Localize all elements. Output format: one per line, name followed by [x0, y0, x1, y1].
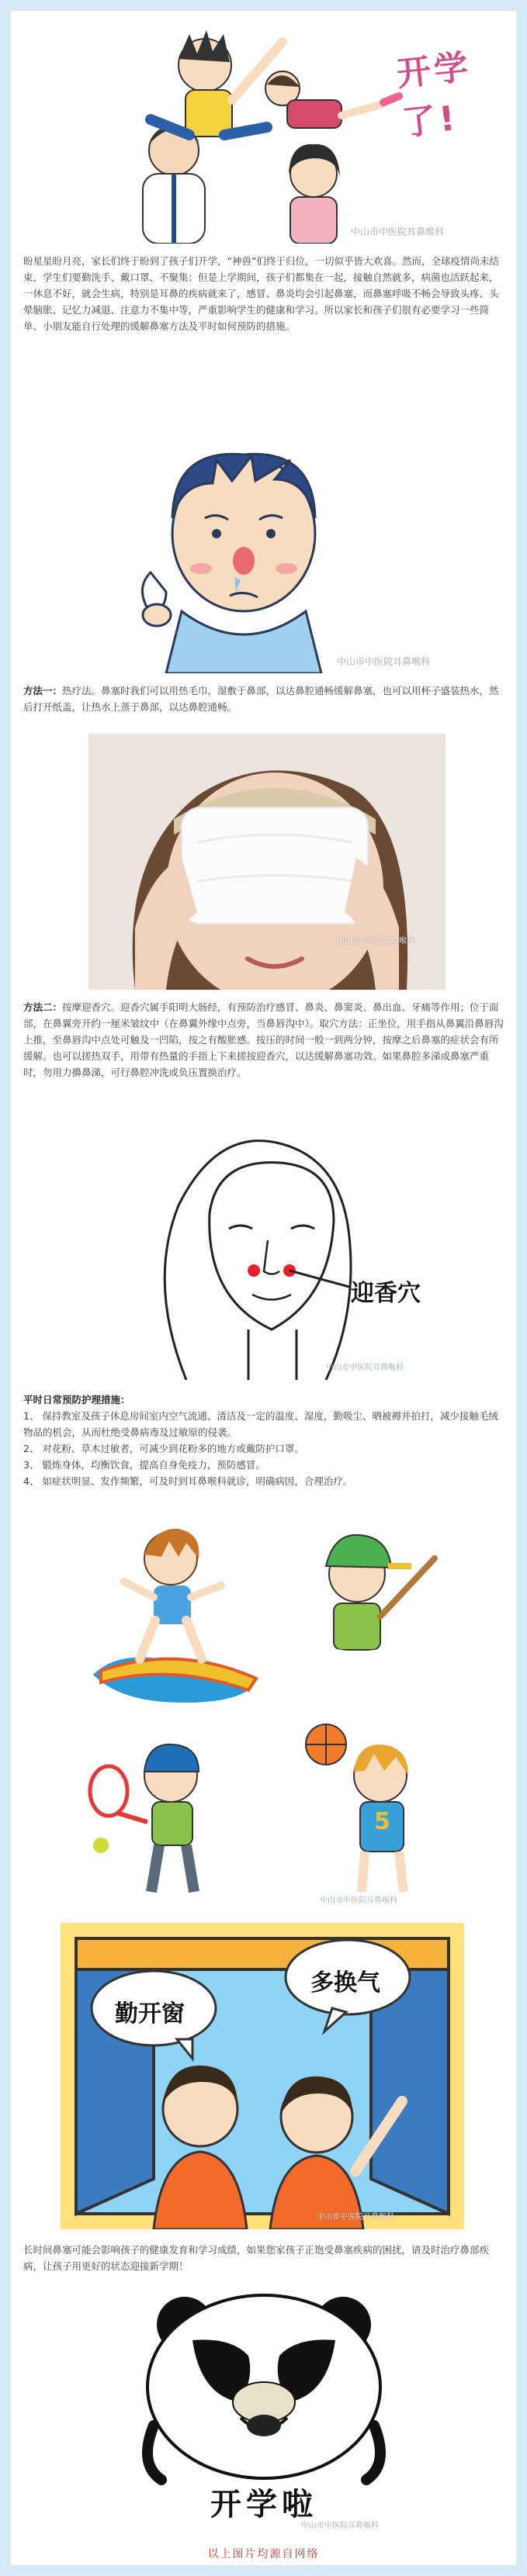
prevention-item: 1、 保持教室及孩子休息房间室内空气流通、清洁及一定的温度、湿度，勤吸尘、晒被褥并拍打，减少接触毛绒物品的机会，从而杜绝受鼻病毒及过敏原的侵袭。	[23, 1410, 498, 1438]
panda-meme	[76, 2286, 452, 2534]
method1-text: 热疗法。鼻塞时我们可以用热毛巾，湿敷于鼻部，以达鼻腔通畅缓解鼻塞，也可以用杯子盛装热水，然后打开纸盖，让热水上蒸于鼻部，以达鼻腔通畅。	[23, 685, 499, 713]
watermark: 中山市中医院耳鼻喉科	[301, 2522, 379, 2530]
acupoint-illustration	[93, 1128, 435, 1380]
method1-paragraph	[23, 683, 504, 715]
jersey-number: 5	[374, 1808, 390, 1835]
method2-paragraph	[23, 999, 504, 1081]
back-to-school-illustration	[57, 11, 481, 244]
method1-label: 方法一：	[23, 685, 63, 697]
prevention-section	[23, 1392, 504, 1489]
watermark: 中山市中医院耳鼻喉科	[337, 656, 431, 667]
prevention-item: 4、 如症状明显、发作频繁，可及时到耳鼻喉科就诊，明确病因，合理治疗。	[23, 1475, 353, 1487]
kaixue-title: 开学了!	[394, 47, 473, 144]
acupoint-label: 迎香穴	[351, 1280, 421, 1307]
article-page	[11, 11, 516, 2565]
bubble-right-text: 多换气	[310, 1969, 380, 1997]
window-illustration	[61, 1923, 464, 2229]
prevention-heading: 平时日常预防护理措施：	[23, 1394, 130, 1406]
watermark: 中山市中医院耳鼻喉科	[317, 2213, 394, 2222]
bubble-left-text: 勤开窗	[115, 2000, 185, 2028]
hot-towel-photo	[88, 734, 446, 990]
prevention-item: 3、 锻炼身体，均衡饮食，提高自身免疫力，预防感冒。	[23, 1459, 265, 1471]
method2-label: 方法二：	[23, 1001, 63, 1013]
intro-paragraph: 盼星星盼月亮，家长们终于盼到了孩子们开学，“神兽”们终于归位，一切似乎皆大欢喜。然而，全球疫情尚未结束，学生们要勤洗手、戴口罩、不聚集；但是上学期间，孩子们都集在一起，接触自然就多，病菌也活跃起来，一休息不好，就会生病，特别是耳鼻的疾病就来了，感冒、鼻炎均会引起鼻塞，而鼻塞呼吸不畅会导致头疼、头晕脑胀、记忆力减退、注意力不集中等，严重影响学生的健康和学习。所以家长和孩子们很有必要学习一些简单、小朋友能自行处理的缓解鼻塞方法及平时如何预防的措施。	[23, 255, 499, 332]
watermark: 中山市中医院耳鼻喉科	[337, 937, 414, 946]
sick-boy-illustration	[57, 425, 477, 673]
watermark: 中山市中医院耳鼻喉科	[351, 226, 445, 237]
prevention-item: 2、 对花粉、草木过敏者，可减少到花粉多的地方或戴防护口罩。	[23, 1443, 304, 1454]
panda-caption: 开学啦	[210, 2487, 317, 2522]
closing-paragraph: 长时间鼻塞可能会影响孩子的健康发育和学习成绩，如果您家孩子正饱受鼻塞疾病的困扰，请及时治疗鼻部疾病，让孩子用更好的状态迎接新学期！	[23, 2244, 490, 2272]
watermark: 中山市中医院耳鼻喉科	[320, 1897, 397, 1905]
image-source-note: 以上图片均源自网络	[207, 2548, 320, 2560]
method2-text: 按摩迎香穴。迎香穴属手阳明大肠经，有预防治疗感冒、鼻炎、鼻窦炎、鼻出血、牙痛等作用；位于面部，在鼻翼旁开约一厘米皱纹中（在鼻翼外缘中点旁，当鼻唇沟中）。取穴方法：正坐位，用手指从鼻翼沿鼻唇沟上推，至鼻唇沟中点处可触及一凹陷，按之有酸胀感。按压的时间一般一到两分钟，按摩之后鼻塞的症状会有所缓解。也可以搓热双手，用带有热量的手指上下来搓按迎香穴，以达缓解鼻塞功效。如果鼻腔多涕或鼻塞严重时，勿用力擤鼻涕，可行鼻腔冲洗或负压置换治疗。	[23, 1001, 504, 1078]
watermark: 中山市中医院耳鼻喉科	[326, 1364, 404, 1372]
sports-kids-illustration	[70, 1512, 458, 1915]
